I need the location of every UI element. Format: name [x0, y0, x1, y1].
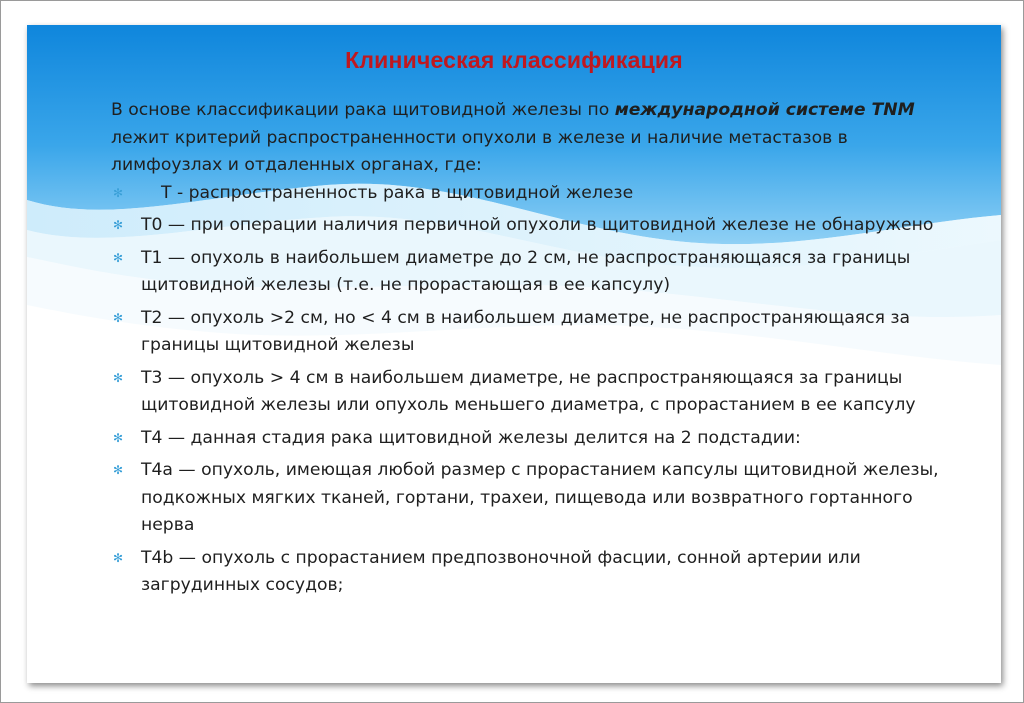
intro-emphasis: международной системе TNM — [614, 100, 915, 120]
list-item-text: Т3 — опухоль > 4 см в наибольшем диаметре, не распространяющаяся за границы щитовидной железы или опухоль меньшего диаметра, с прорастанием в ее капсулу — [141, 367, 916, 415]
intro-text-2: лежит критерий распространенности опухоли в железе и наличие метастазов в лимфоузлах и отдаленных органах, где: — [111, 127, 848, 175]
list-item — [111, 545, 941, 600]
list-item — [111, 365, 941, 420]
intro-text-1: В основе классификации рака щитовидной железы по — [111, 100, 615, 120]
list-item — [111, 305, 941, 360]
list-item — [111, 212, 941, 240]
bullet-icon: ✻ — [113, 370, 124, 385]
list-item — [111, 457, 941, 540]
list-item — [111, 245, 941, 300]
slide-content — [111, 97, 941, 600]
bullet-icon: ✻ — [113, 185, 124, 200]
list-item — [111, 180, 941, 208]
bullet-icon: ✻ — [113, 430, 124, 445]
bullet-icon: ✻ — [113, 218, 124, 232]
bullet-icon: ✻ — [113, 310, 124, 325]
list-item — [111, 425, 941, 453]
list-item-text: Т4b — опухоль с прорастанием предпозвоночной фасции, сонной артерии или загрудинных сосудов; — [141, 547, 861, 595]
bullet-icon: ✻ — [113, 550, 124, 565]
bullet-icon: ✻ — [113, 250, 124, 265]
slide-title: Клиническая классификация — [345, 47, 683, 73]
classification-list — [111, 180, 941, 600]
list-item-text: Т2 — опухоль >2 см, но < 4 см в наибольшем диаметре, не распространяющаяся за границы щитовидной железы — [141, 307, 911, 355]
bullet-icon: ✻ — [113, 463, 124, 477]
intro-paragraph — [111, 97, 941, 180]
list-item-text: Т1 — опухоль в наибольшем диаметре до 2 см, не распространяющаяся за границы щитовидной железы (т.е. не прорастающая в ее капсулу) — [141, 247, 911, 295]
list-item-text: Т4 — данная стадия рака щитовидной железы делится на 2 подстадии: — [141, 427, 801, 448]
list-item-text: Т4а — опухоль, имеющая любой размер с прорастанием капсулы щитовидной железы, подкожных мягких тканей, гортани, трахеи, пищевода или возвратного гортанного нерва — [141, 460, 939, 535]
slide — [27, 25, 1001, 683]
list-item-text: Т0 — при операции наличия первичной опухоли в щитовидной железе не обнаружено — [141, 215, 934, 235]
list-item-text: T - распространенность рака в щитовидной железе — [161, 182, 634, 203]
